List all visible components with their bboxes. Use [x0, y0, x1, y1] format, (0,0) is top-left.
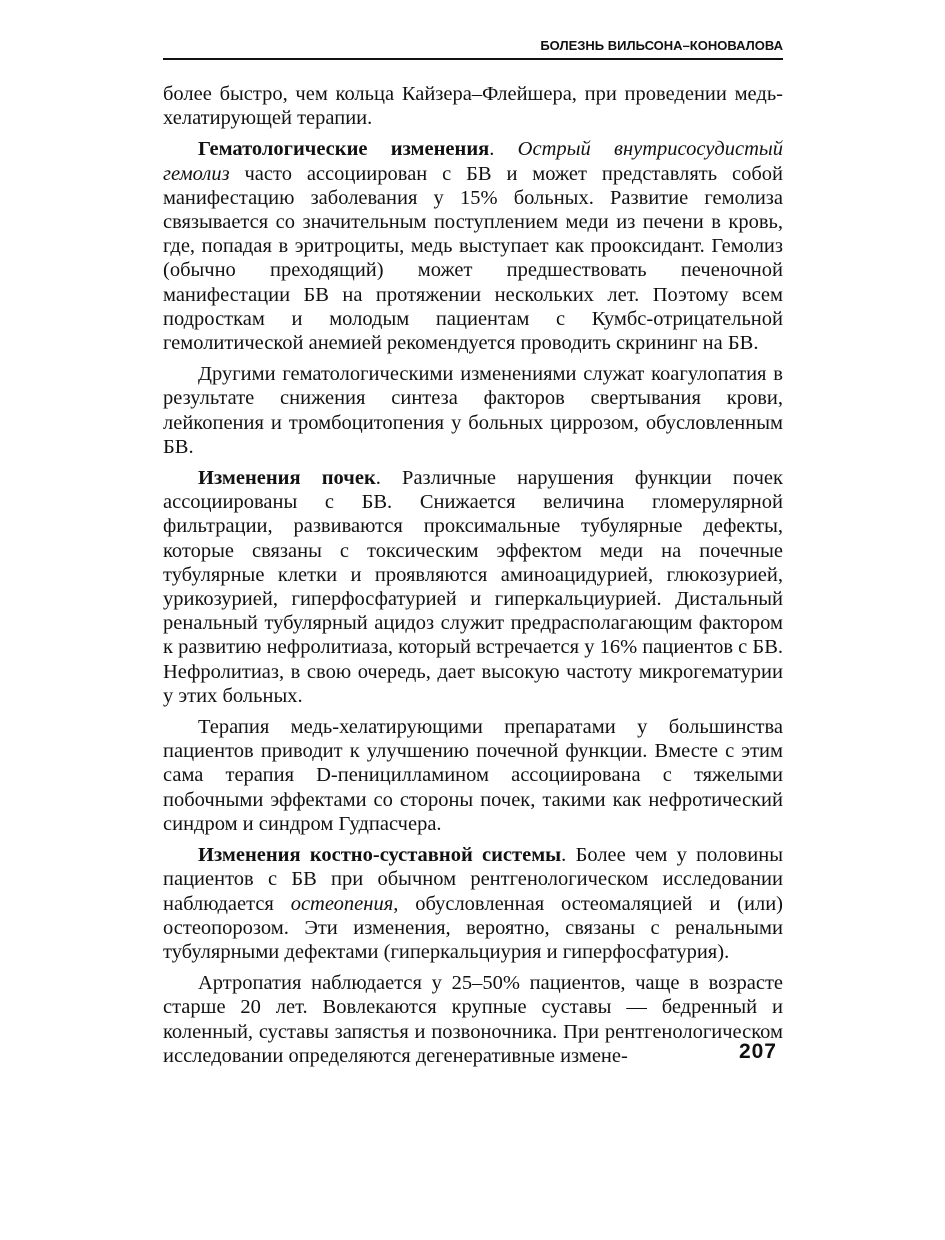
section-heading-kidney: Изменения почек — [198, 467, 376, 490]
book-page — [163, 38, 783, 1075]
italic-term: остеопения — [290, 892, 394, 915]
body-text — [163, 82, 783, 1068]
paragraph-hematology-other — [163, 362, 783, 459]
running-header: БОЛЕЗНЬ ВИЛЬСОНА–КОНОВАЛОВА — [163, 38, 783, 60]
paragraph-text: Терапия медь-хелатирующими препаратами у большинства пациентов приводит к улучшению почечной функции. Вместе с этим сама терапия D-пеницилламином ассоциирована с тяжелыми побочными эффектами со стороны почек, такими как нефротический синдром и синдром Гудпасчера. — [163, 716, 783, 835]
section-heading-hematology: Гематологические изменения — [198, 138, 490, 161]
italic-term: Острый внутрисосудистый гемолиз — [163, 138, 784, 185]
page-number: 207 — [738, 1040, 777, 1063]
paragraph-text: Другими гематологическими изменениями служат коагулопатия в результате снижения синтеза факторов свертывания крови, лейкопения и тромбоцитопения у больных циррозом, обусловленным БВ. — [163, 363, 783, 458]
paragraph-text: . — [489, 138, 518, 161]
paragraph-text: более быстро, чем кольца Кайзера–Флейшера, при проведении медь-хелатирующей терапии. — [163, 83, 783, 130]
paragraph-bone — [163, 843, 783, 964]
paragraph-hematology — [163, 137, 783, 355]
paragraph-kidney — [163, 466, 783, 708]
paragraph-text: Артропатия наблюдается у 25–50% пациентов, чаще в возрасте старше 20 лет. Вовлекаются крупные суставы — бедренный и коленный, суставы запястья и позвоночника. При рентгенологическом исследовании определяются дегенеративные измене- — [163, 972, 783, 1067]
paragraph-text: . Более чем у половины пациентов с БВ при обычном рентгенологическом исследовании наблюдается — [163, 844, 783, 915]
paragraph-text: . Различные нарушения функции почек ассоциированы с БВ. Снижается величина гломерулярной фильтрации, развиваются проксимальные тубулярные дефекты, которые связаны с токсическим эффектом меди на почечные тубулярные клетки и проявляются аминоацидурией, глюкозурией, урикозурией, гиперфосфатурией и гиперкальциурией. Дистальный ренальный тубулярный ацидоз служит предрасполагающим фактором к развитию нефролитиаза, который встречается у 16% пациентов с БВ. Нефролитиаз, в свою очередь, дает высокую частоту микрогематурии у этих больных. — [163, 467, 783, 707]
paragraph-kidney-therapy — [163, 715, 783, 836]
section-heading-bone: Изменения костно-суставной системы — [198, 844, 562, 867]
paragraph-arthropathy — [163, 971, 783, 1068]
paragraph-text: часто ассоциирован с БВ и может представлять собой манифестацию заболевания у 15% больных. Развитие гемолиза связывается со значительным поступлением меди из печени в кровь, где, попадая в эритроциты, медь выступает как прооксидант. Гемолиз (обычно преходящий) может предшествовать печеночной манифестации БВ на протяжении нескольких лет. Поэтому всем подросткам и молодым пациентам с Кумбс-отрицательной гемолитической анемией рекомендуется проводить скрининг на БВ. — [163, 162, 783, 355]
paragraph-text: , обусловленная остеомаляцией и (или) остеопорозом. Эти изменения, вероятно, связаны с ренальными тубулярными дефектами (гиперкальциурия и гиперфосфатурия). — [163, 892, 783, 963]
paragraph-continuation — [163, 82, 783, 130]
